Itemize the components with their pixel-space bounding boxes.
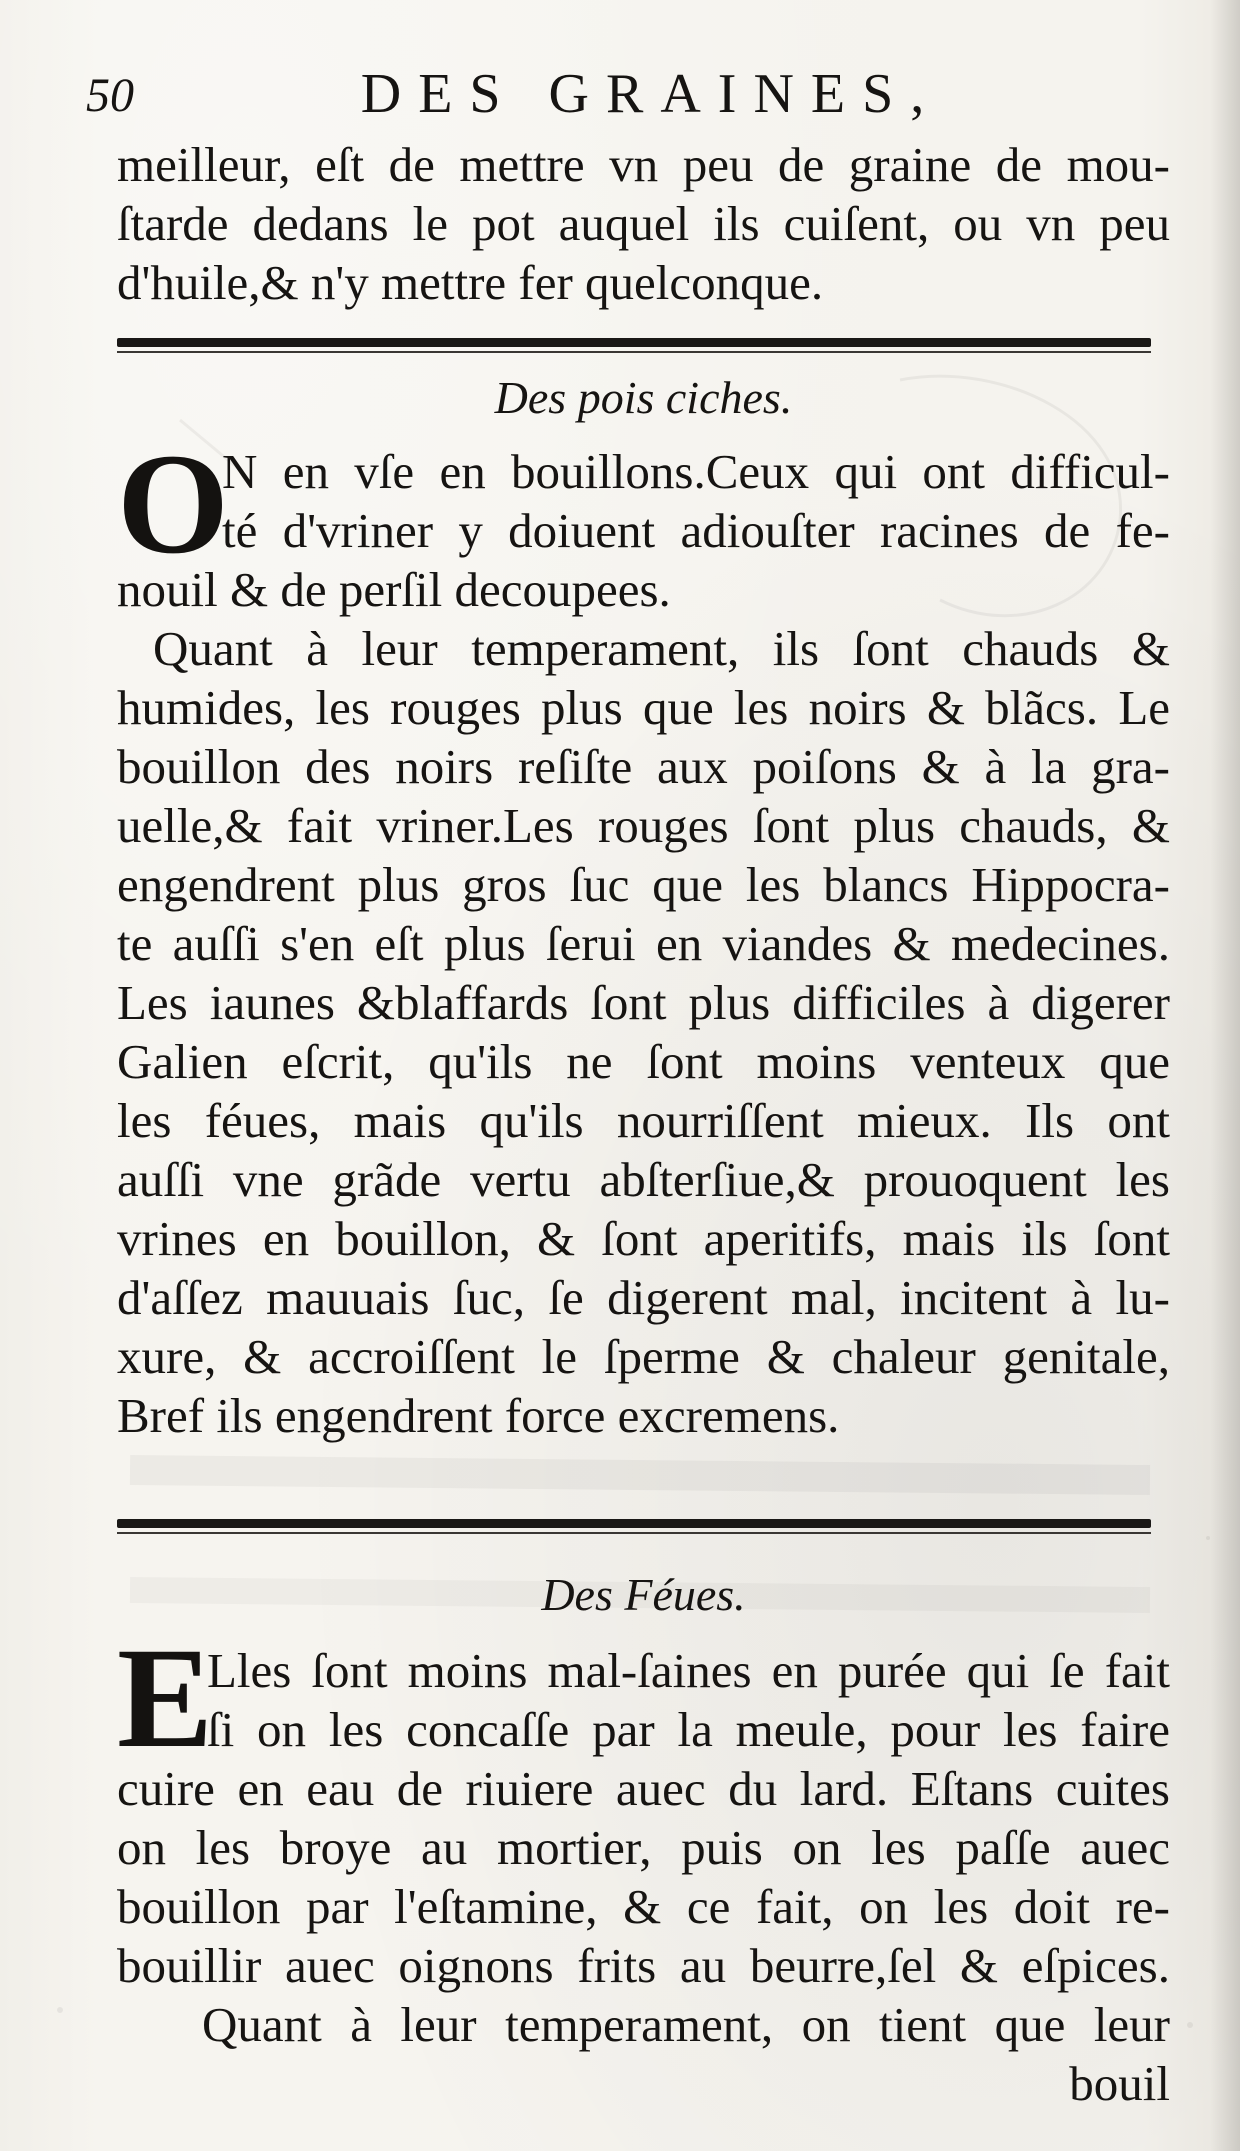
section-divider-rule	[117, 338, 1151, 347]
text-line: les féues, mais qu'ils nourriſſent mieux. Ils ont	[117, 1093, 1170, 1148]
text-line: d'huile,& n'y mettre fer quelconque.	[117, 255, 824, 310]
text-line: té d'vriner y doiuent adiouſter racines de fe-	[222, 503, 1170, 558]
catchword: bouil	[1069, 2056, 1170, 2111]
text-line: Quant à leur temperament, on tient que leur	[202, 1997, 1170, 2052]
text-line: humides, les rouges plus que les noirs & blãcs. Le	[117, 680, 1170, 735]
text-line: vrines en bouillon, & ſont aperitifs, mais ils ſont	[117, 1211, 1170, 1266]
text-line: Lles ſont moins mal-ſaines en purée qui ſe fait	[207, 1643, 1170, 1698]
section-title-feues: Des Féues.	[541, 1569, 746, 1620]
text-line: N en vſe en bouillons.Ceux qui ont difficul-	[222, 444, 1170, 499]
section-feues-body	[117, 1619, 1170, 2113]
text-line: ſtarde dedans le pot auquel ils cuiſent, ou vn peu	[117, 196, 1170, 251]
intro-paragraph	[117, 135, 1170, 312]
page-header	[86, 48, 1176, 128]
text-line: engendrent plus gros ſuc que les blancs Hippocra-	[117, 857, 1170, 912]
text-line: meilleur, eſt de mettre vn peu de graine de mou-	[117, 137, 1170, 192]
text-line: d'aſſez mauuais ſuc, ſe digerent mal, incitent à lu-	[117, 1270, 1170, 1325]
section-title-pois-ciches: Des pois ciches.	[494, 372, 793, 423]
text-line: on les broye au mortier, puis on les paſſe auec	[117, 1820, 1170, 1875]
text-line: cuire en eau de riuiere auec du lard. Eſtans cuites	[117, 1761, 1170, 1816]
text-line: Les iaunes &blaffards ſont plus difficiles à digerer	[117, 975, 1170, 1030]
text-line: xure, & accroiſſent le ſperme & chaleur genitale,	[117, 1329, 1170, 1384]
page-number: 50	[86, 69, 134, 122]
text-line: Quant à leur temperament, ils ſont chauds &	[153, 621, 1170, 676]
text-line: bouillir auec oignons frits au beurre,ſel & eſpices.	[117, 1938, 1170, 1993]
text-line: ſi on les concaſſe par la meule, pour les faire	[207, 1702, 1170, 1757]
text-line: bouillon des noirs reſiſte aux poiſons & à la gra-	[117, 739, 1170, 794]
text-line: Bref ils engendrent force excremens.	[117, 1388, 840, 1443]
text-line: uelle,& fait vriner.Les rouges ſont plus chauds, &	[117, 798, 1170, 853]
text-line: te auſſi s'en eſt plus ſerui en viandes & medecines.	[117, 916, 1170, 971]
text-line: auſſi vne grãde vertu abſterſiue,& prouoquent les	[117, 1152, 1170, 1207]
text-line: nouil & de perſil decoupees.	[117, 562, 671, 617]
drop-capital: O	[117, 425, 230, 584]
running-head: DES GRAINES,	[360, 63, 942, 125]
section-divider-rule	[117, 1519, 1151, 1528]
text-line: bouillon par l'eſtamine, & ce fait, on les doit re-	[117, 1879, 1170, 1934]
section-pois-ciches-body	[117, 425, 1170, 1445]
drop-capital: E	[117, 1619, 214, 1778]
text-line: Galien eſcrit, qu'ils ne ſont moins venteux que	[117, 1034, 1170, 1089]
